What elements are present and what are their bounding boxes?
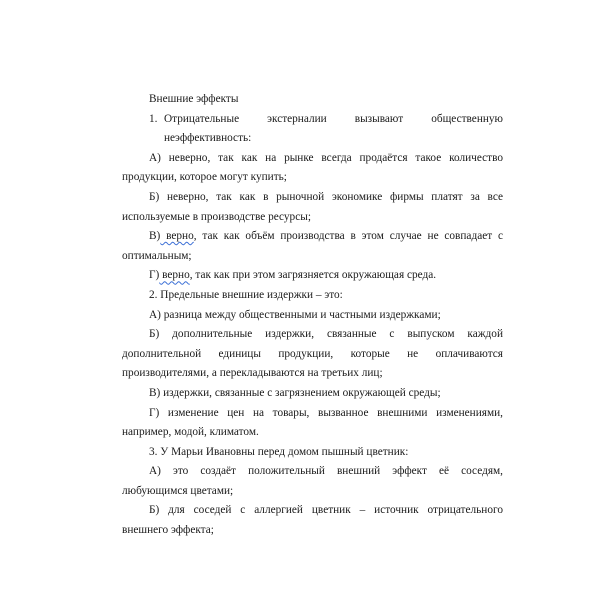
question-3: 3. У Марьи Ивановны перед домом пышный цветник: [149,445,409,458]
spellcheck-flagged-word[interactable]: верно [160,230,194,243]
question-3-option-b: Б) для соседей с аллергией цветник – источник отрицательного внешнего эффекта; [122,504,503,537]
question-2-option-a: А) разница между общественными и частными издержками; [149,308,441,321]
question-1-option-d [122,266,503,286]
option-text: неверно, так как на рынке всегда продаётся такое количество продукции, которое могут купить; [122,151,503,184]
question-1-option-b [122,188,503,227]
question-1-option-c [122,227,503,266]
question-1-option-a [122,149,503,188]
option-letter: А) [149,151,161,164]
option-letter: Б) [149,190,160,203]
question-2-option-d: Г) изменение цен на товары, вызванное внешними изменениями, например, модой, климатом. [122,406,503,439]
question-1-text: Отрицательные экстерналии вызывают общественную неэффективность: [164,112,503,145]
option-letter: Г) [149,269,160,282]
question-2-option-b: Б) дополнительные издержки, связанные с выпуском каждой дополнительной единицы продукции, которые не оплачиваются производителями, а перекладываются на третьих лиц; [122,328,503,380]
option-text: , так как объём производства в этом случае не совпадает с оптимальным; [122,230,503,262]
spellcheck-flagged-word[interactable]: верно [159,269,190,282]
question-2-option-c: В) издержки, связанные с загрязнением окружающей среды; [149,386,441,399]
option-text: , так как при этом загрязняется окружающая среда. [189,269,437,282]
document-page [122,90,503,541]
section-heading: Внешние эффекты [149,93,239,105]
question-2: 2. Предельные внешние издержки – это: [149,288,343,301]
question-1 [122,110,503,149]
option-letter: В) [149,230,161,243]
question-1-number: 1. [149,112,158,125]
option-text: неверно, так как в рыночной экономике фирмы платят за все используемые в производстве ресурсы; [122,190,503,223]
question-3-option-a: А) это создаёт положительный внешний эффект её соседям, любующимся цветами; [122,465,503,497]
